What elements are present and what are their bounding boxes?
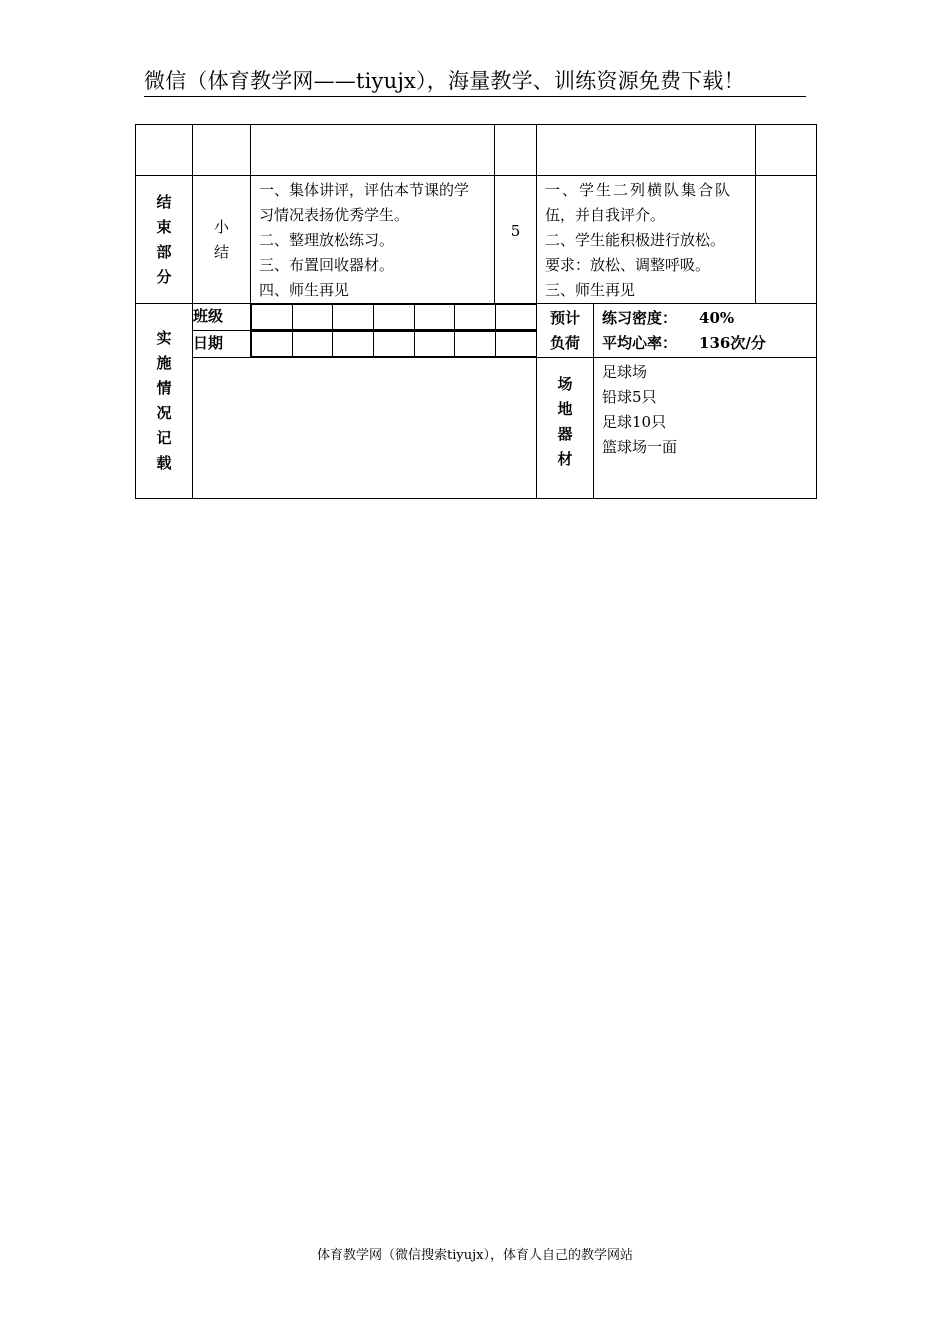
heart-rate-line [594,331,816,356]
implementation-record [193,358,537,499]
date-cell [495,332,536,357]
class-cell [373,305,414,330]
empty-cell [251,125,495,176]
teacher-line: 习情况表扬优秀学生。 [259,206,410,224]
page-footer: 体育教学网（微信搜索tiyujx），体育人自己的教学网站 [317,1248,633,1263]
heart-rate-value: 136次/分 [699,333,766,352]
venue-item: 篮球场一面 [602,438,678,456]
student-line: 一、学生二列横队集合队 [545,181,733,199]
class-grid [251,304,537,331]
date-grid [251,331,537,358]
venue-item: 足球场 [602,363,648,381]
empty-cell [495,125,537,176]
teacher-line: 一、集体讲评，评估本节课的学 [259,181,470,199]
class-cell [495,305,536,330]
date-cell [292,332,333,357]
page-header: 微信（体育教学网——tiyujx），海量教学、训练资源免费下载！ [144,66,806,97]
density-label: 练习密度： [602,308,678,327]
teacher-activities [251,176,495,304]
density-line [594,306,816,331]
empty-cell [193,125,251,176]
date-cell [373,332,414,357]
empty-cell [537,125,756,176]
empty-row [136,125,817,176]
implementation-label: 实 施 情 况 记 载 [136,304,193,499]
date-cell [252,332,293,357]
student-activities [537,176,756,304]
record-row [136,358,817,499]
student-line: 要求：放松、调整呼吸。 [545,256,711,274]
teacher-line: 三、布置回收器材。 [259,256,395,274]
date-label: 日期 [193,331,251,358]
class-cell [292,305,333,330]
end-section-label: 结 束 部 分 [136,176,193,304]
date-cell [414,332,455,357]
class-row [136,304,817,331]
class-cell [455,305,496,330]
date-cell [333,332,374,357]
time-minutes: 5 [495,176,537,304]
student-line: 伍，并自我评介。 [545,206,666,224]
class-cell [333,305,374,330]
class-cell [252,305,293,330]
empty-cell [136,125,193,176]
empty-cell [756,125,817,176]
heart-rate-label: 平均心率： [602,333,678,352]
venue-label: 场 地 器 材 [537,358,594,499]
venue-equipment-list [594,358,817,499]
student-line: 三、师生再见 [545,281,636,299]
class-cell [414,305,455,330]
venue-item: 足球10只 [602,413,667,431]
empty-cell [756,176,817,304]
summary-label: 小 结 [193,176,251,304]
density-value: 40% [699,308,735,327]
expected-load-label: 预计 负荷 [537,304,594,358]
student-line: 二、学生能积极进行放松。 [545,231,726,249]
venue-item: 铅球5只 [602,388,657,406]
teacher-line: 二、整理放松练习。 [259,231,395,249]
lesson-plan-table [135,124,817,499]
date-cell [455,332,496,357]
expected-load-values [594,304,817,358]
end-section-row [136,176,817,304]
class-label: 班级 [193,304,251,331]
teacher-line: 四、师生再见 [259,281,350,299]
